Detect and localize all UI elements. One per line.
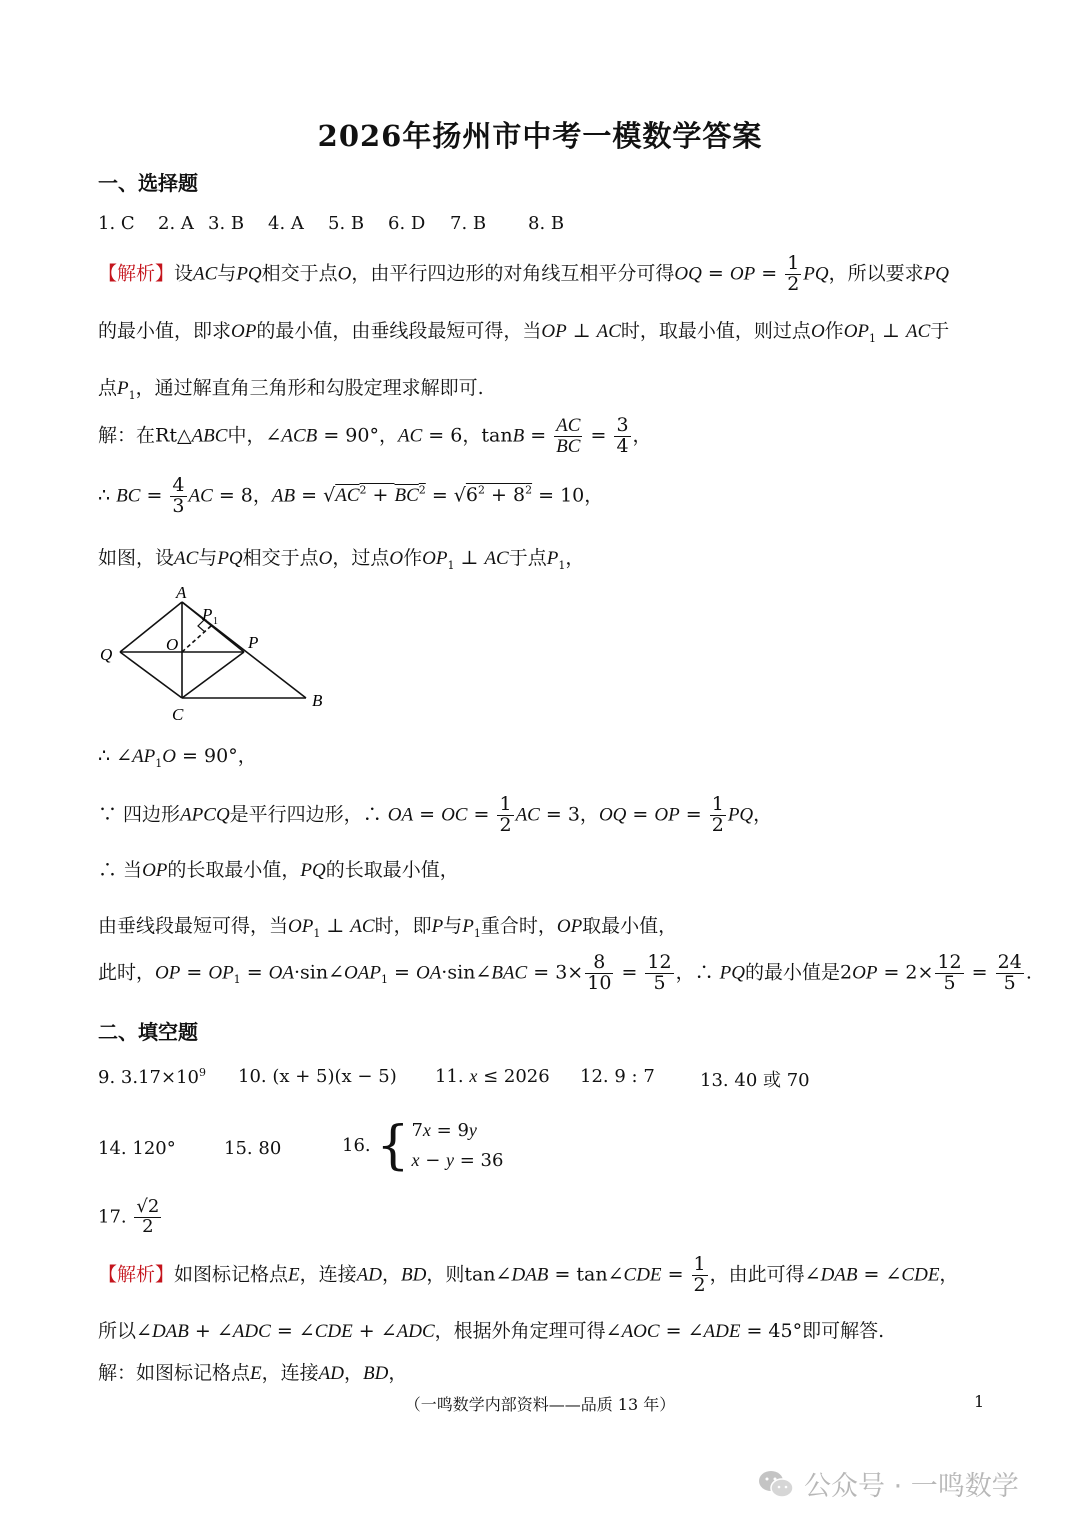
segment-QC — [120, 652, 182, 698]
fill-answer-9: 9. $3.17\times 10^9$ — [98, 1066, 206, 1088]
label-Q: Q — [100, 645, 113, 664]
answer-6: 6. D — [388, 213, 426, 234]
section-heading-fill: 二、填空题 — [98, 1020, 198, 1044]
q8-analysis-line3: 点$P_1$，通过解直角三角形和勾股定理求解即可. — [98, 377, 484, 402]
segment-CP — [182, 652, 244, 698]
q8-solution-line5: ∵ 四边形APCQ是平行四边形，∴ OA = OC = $\frac{1}{2}$ AC = 3，OQ = OP = $\frac{1}{2}$ PQ， — [98, 793, 773, 836]
fill-answer-15: 15. 80 — [224, 1138, 282, 1159]
answer-8: 8. B — [528, 213, 565, 234]
section-heading-choice: 一、选择题 — [98, 171, 198, 195]
label-P1: P — [202, 605, 213, 624]
label-P1-sub: 1 — [213, 616, 218, 627]
q8-solution-line2: ∴ BC = $\frac{4}{3}$ AC = 8，AB = $√AC^2 + BC^2 = √6^2 + 8^2 = 10$， — [98, 474, 604, 517]
page-title: 2026年扬州市中考一模数学答案 — [317, 119, 763, 153]
answer-7: 7. B — [450, 213, 487, 234]
page-number: 1 — [974, 1392, 985, 1411]
fill-answer-16: 16. { 7x = 9y x − y = 36 — [342, 1115, 504, 1176]
label-P: P — [248, 633, 259, 652]
fill-answer-14: 14. 120° — [98, 1138, 176, 1159]
q17-analysis-line1: 【解析】如图标记格点E，连接AD，BD，则tan∠DAB = tan∠CDE = $\frac{1}{2}$ ，由此可得∠DAB = ∠CDE， — [98, 1253, 959, 1296]
watermark — [758, 1464, 1019, 1503]
q17-analysis-line2: 所以∠DAB + ∠ADC = ∠CDE + ∠ADC，根据外角定理可得∠AOC = ∠ADE = 45°即可解答. — [98, 1320, 885, 1342]
geometry-figure — [96, 582, 336, 724]
label-O: O — [166, 635, 179, 654]
answer-3: 3. B — [208, 213, 245, 234]
q8-solution-line4: ∴ $\angle AP_1O = 90^\circ$， — [98, 745, 257, 770]
fill-answer-10: 10. (x + 5)(x − 5) — [238, 1066, 397, 1087]
label-C: C — [172, 705, 184, 724]
fill-answer-11: 11. x ≤ 2026 — [435, 1066, 550, 1087]
page-footer: （一鸣数学内部资料——品质 13 年） — [404, 1395, 676, 1414]
q8-analysis-line1: 【解析】设AC与PQ相交于点O，由平行四边形的对角线互相平分可得OQ = OP = $\frac{1}{2}$ PQ，所以要求PQ — [98, 252, 949, 295]
segment-OP1 — [182, 626, 211, 652]
answer-1: 1. C — [98, 213, 135, 234]
watermark-text: 公众号 · 一鸣数学 — [804, 1471, 1019, 1502]
fill-answer-12: 12. 9 : 7 — [580, 1066, 655, 1087]
q8-solution-line8: 此时，OP = $OP_1$ = $OA\cdot\sin\angle OAP_1$ = OA·sin∠BAC = 3× $\frac{8}{10}$ = $\frac{12}{5}$ ，∴ PQ的最小值是2OP = 2× $\frac{12}{5}$ = $\frac{24}{5}$ . — [98, 951, 1032, 994]
answer-4: 4. A — [268, 213, 304, 234]
answer-2: 2. A — [158, 213, 194, 234]
q8-solution-line3: 如图，设AC与PQ相交于点O，过点O作$OP_1$ ⊥ AC于点$P_1$， — [98, 547, 585, 572]
q8-solution-line1: 解：在Rt△ABC中，∠ACB = 90°，AC = 6，tanB = $\frac{AC}{BC}$ = $\frac{3}{4}$ ， — [98, 414, 652, 457]
q17-solution-line1: 解：如图标记格点E，连接AD，BD， — [98, 1362, 408, 1384]
fill-answer-13: 13. 40 或 70 — [700, 1070, 810, 1091]
q8-solution-line7: 由垂线段最短可得，当$OP_1$ ⊥ AC时，即P与$P_1$重合时，OP取最小值， — [98, 915, 678, 940]
answer-5: 5. B — [328, 213, 365, 234]
label-B: B — [312, 691, 323, 710]
fill-answer-17: 17. $\frac{√2}{2}$ — [98, 1196, 160, 1237]
q8-solution-line6: ∴ 当OP的长取最小值，PQ的长取最小值， — [98, 859, 459, 881]
wechat-icon — [758, 1469, 794, 1499]
label-A: A — [176, 583, 187, 602]
q8-analysis-line2: 的最小值，即求OP的最小值，由垂线段最短可得，当OP ⊥ AC时，取最小值，则过点O作$OP_1$ ⊥ AC于 — [98, 320, 950, 345]
